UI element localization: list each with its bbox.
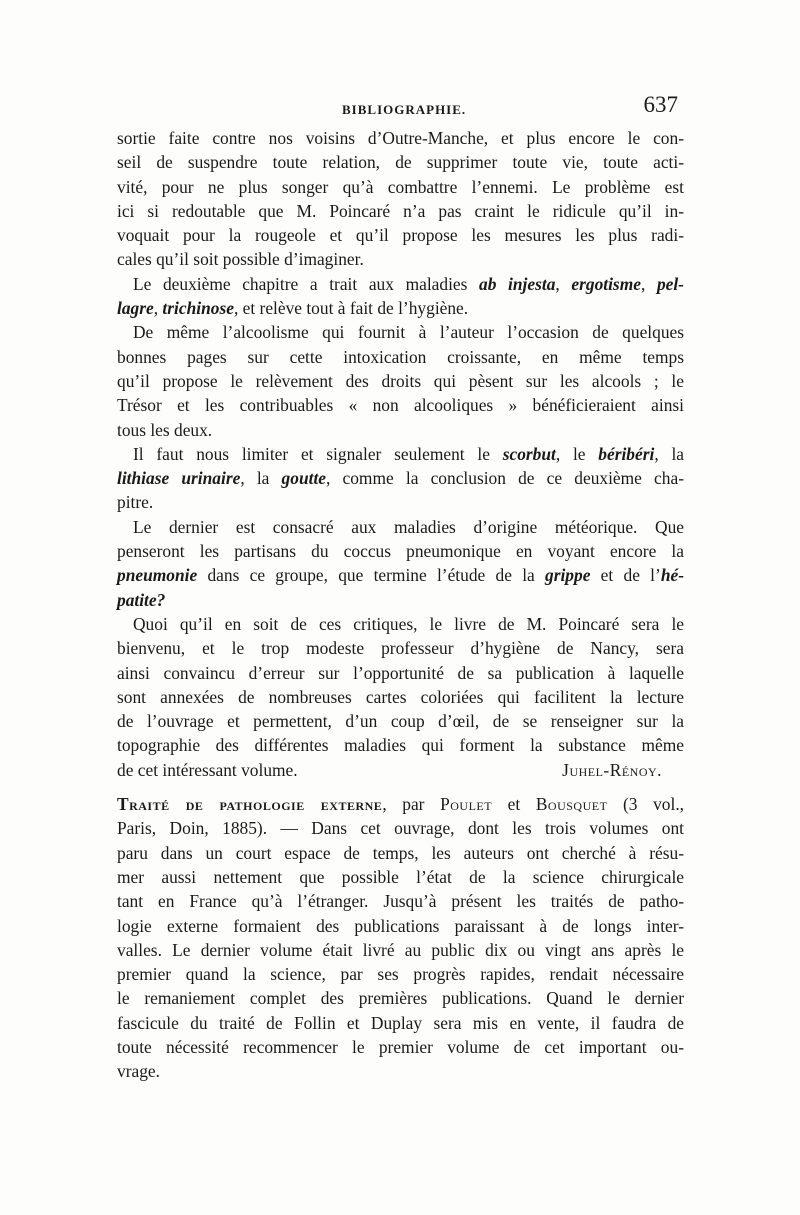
text-run: , la: [654, 443, 684, 464]
paragraph-1: [117, 126, 684, 272]
text-line: toute nécessité recommencer le premier volume de cet important ou-: [117, 1036, 684, 1057]
italic-term: béribéri: [598, 443, 655, 464]
text-line: tous les deux.: [117, 419, 213, 440]
paragraph-3: [117, 320, 684, 441]
text-line: logie externe formaient des publications paraissant à de longs inter-: [117, 915, 684, 936]
text-line: le remaniement complet des premières publications. Quand le dernier: [117, 988, 684, 1009]
italic-term: ab injesta: [479, 273, 556, 294]
text-run: , la: [240, 468, 282, 489]
italic-term: lithiase urinaire: [117, 468, 241, 489]
italic-term: pneumonie: [117, 565, 198, 586]
text-line: topographie des différentes maladies qui forment la substance même: [117, 735, 684, 756]
signature-line: [117, 758, 684, 782]
text-line: sortie faite contre nos voisins d’Outre-Manche, et plus encore le con-: [117, 128, 684, 148]
running-head: [118, 92, 678, 124]
author-name: Poulet: [440, 794, 493, 815]
text-run: Il faut nous limiter et signaler seulement le: [133, 443, 503, 464]
text-line: [117, 296, 684, 320]
text-run: dans ce groupe, que termine l’étude de la: [197, 565, 546, 586]
text-run: Le deuxième chapitre a trait aux maladies: [133, 273, 480, 294]
text-line: de l’ouvrage et permettent, d’un coup d’œil, de se renseigner sur la: [117, 711, 684, 732]
text-line: qu’il propose le relèvement des droits qui pèsent sur les alcools ; le: [117, 370, 684, 391]
section-gap: [117, 782, 684, 792]
text-run: ,: [640, 273, 657, 294]
italic-term: trichinose: [162, 298, 234, 319]
paragraph-2: [117, 272, 684, 321]
text-line: patite?: [117, 589, 166, 610]
paragraph-4: [117, 442, 684, 515]
text-run: et de l’: [590, 565, 661, 586]
paragraph-6: [117, 612, 684, 782]
italic-term: pel-: [656, 273, 684, 294]
italic-term: scorbut: [502, 443, 556, 464]
text-line: paru dans un court espace de temps, les auteurs ont cherché à résu-: [117, 842, 684, 863]
section-title: BIBLIOGRAPHIE.: [342, 102, 467, 117]
text-line: voquait pour la rougeole et qu’il propose les mesures les plus radi-: [117, 225, 684, 246]
text-line: [117, 442, 684, 466]
text-line: cales qu’il soit possible d’imaginer.: [117, 249, 364, 270]
text-run: ,: [153, 298, 163, 319]
text-line: penseront les partisans du coccus pneumonique en voyant encore la: [117, 541, 684, 562]
text-run: , et relève tout à fait de l’hygiène.: [233, 298, 469, 319]
text-line: premier quand la science, par ses progrès rapides, rendait nécessaire: [117, 964, 684, 985]
text-line: bonnes pages sur cette intoxication croissante, en même temps: [117, 346, 684, 367]
text-line: valles. Le dernier volume était livré au public dix ou vingt ans après le: [117, 939, 684, 960]
text-run: (3 vol.,: [607, 794, 685, 815]
text-line: sont annexées de nombreuses cartes coloriées qui facilitent la lecture: [117, 686, 684, 707]
text-line: vité, pour ne plus songer qu’à combattre l’ennemi. Le problème est: [117, 176, 684, 197]
text-line: Le dernier est consacré aux maladies d’origine météorique. Que: [133, 516, 684, 537]
text-line: bienvenu, et le trop modeste professeur d’hygiène de Nancy, sera: [117, 638, 684, 659]
text-line: [117, 466, 684, 490]
text-line: Paris, Doin, 1885). — Dans cet ouvrage, dont les trois volumes ont: [117, 818, 684, 839]
italic-term: lagre: [117, 298, 154, 319]
italic-term: hé-: [660, 565, 684, 586]
text-line: pitre.: [117, 492, 154, 513]
review-entry: [117, 792, 684, 1084]
text-line: [117, 563, 684, 587]
text-line: de cet intéressant volume.: [117, 759, 298, 780]
italic-term: grippe: [545, 565, 591, 586]
text-line: seil de suspendre toute relation, de supprimer toute vie, toute acti-: [117, 152, 684, 173]
text-line: Trésor et les contribuables « non alcooliques » bénéficieraient ainsi: [117, 395, 684, 416]
italic-term: ergotisme: [571, 273, 641, 294]
text-run: et: [492, 794, 536, 815]
page-body: [117, 126, 684, 1084]
text-run: , par: [382, 794, 441, 815]
italic-term: goutte: [281, 468, 326, 489]
text-line: tant en France qu’à l’étranger. Jusqu’à présent les traités de patho-: [117, 891, 684, 912]
text-run: ,: [555, 273, 572, 294]
text-line: fascicule du traité de Follin et Duplay sera mis en vente, il faudra de: [117, 1012, 684, 1033]
text-line: ainsi convaincu d’erreur sur l’opportunité de sa publication à laquelle: [117, 662, 684, 683]
text-line: De même l’alcoolisme qui fournit à l’auteur l’occasion de quelques: [133, 322, 684, 343]
paragraph-5: [117, 515, 684, 612]
review-title: Traité de pathologie externe: [117, 794, 383, 815]
page-number: 637: [643, 92, 678, 117]
text-line: mer aussi nettement que possible l’état de la science chirurgicale: [117, 866, 684, 887]
text-line: ici si redoutable que M. Poincaré n’a pas craint le ridicule qu’il in-: [117, 200, 684, 221]
text-run: , comme la conclusion de ce deuxième cha-: [326, 468, 684, 489]
text-line: Quoi qu’il en soit de ces critiques, le livre de M. Poincaré sera le: [133, 613, 684, 634]
author-name: Bousquet: [535, 794, 608, 815]
text-line: [117, 792, 684, 816]
author-signature: Juhel-Rénoy.: [562, 759, 662, 780]
text-run: , le: [555, 443, 599, 464]
text-line: [117, 272, 684, 296]
text-line: vrage.: [117, 1061, 160, 1082]
